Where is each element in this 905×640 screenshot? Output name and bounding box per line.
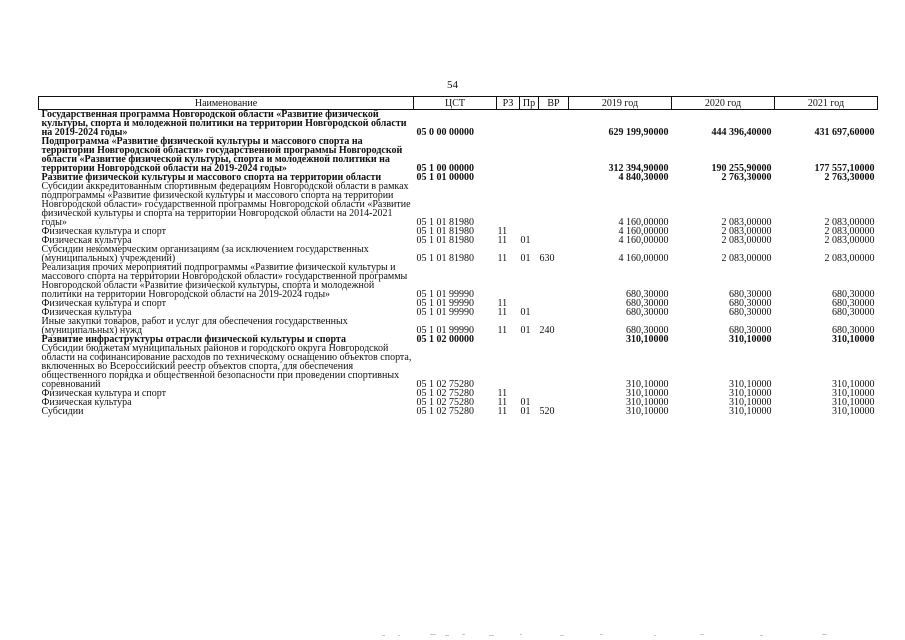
cell-rz xyxy=(497,335,520,344)
cell-cst: 05 1 02 75280 xyxy=(416,397,474,408)
cell-vr xyxy=(539,389,569,398)
cell-vr xyxy=(539,335,569,344)
cell-pr xyxy=(520,173,539,182)
cell-rz: 11 xyxy=(497,388,508,399)
cell-vr: 630 xyxy=(539,253,555,264)
cell-pr: 01 xyxy=(520,235,531,246)
cell-cst: 05 1 02 75280 xyxy=(416,379,474,390)
cell-cst: 05 1 01 99990 xyxy=(416,289,474,300)
table-row xyxy=(39,137,878,173)
cell-2021: 431 697,60000 xyxy=(814,127,875,138)
cell-2020: 2 083,00000 xyxy=(721,253,772,264)
cell-cst: 05 1 01 99990 xyxy=(416,298,474,309)
cell-rz: 11 xyxy=(497,406,508,417)
cell-rz xyxy=(497,182,520,227)
cell-vr xyxy=(539,236,569,245)
cell-rz: 11 xyxy=(497,298,508,309)
cell-2021: 2 083,00000 xyxy=(824,235,875,246)
cell-rz: 11 xyxy=(497,253,508,264)
table-row xyxy=(39,182,878,227)
cell-vr: 240 xyxy=(539,325,555,336)
cell-2019: 680,30000 xyxy=(626,298,669,309)
cell-cst: 05 1 02 00000 xyxy=(416,334,474,345)
cell-pr: 01 xyxy=(520,325,531,336)
cell-pr xyxy=(520,182,539,227)
budget-table xyxy=(38,96,878,416)
table-body xyxy=(39,110,878,417)
cell-vr xyxy=(539,182,569,227)
header-2020: 2020 год xyxy=(672,97,775,110)
cell-2020: 310,10000 xyxy=(729,397,772,408)
cell-vr xyxy=(539,263,569,299)
table-header-row xyxy=(39,97,878,110)
cell-rz: 11 xyxy=(497,235,508,246)
cell-name: Государственная программа Новгородской области «Развитие физической культуры, спорта и молодежной политики на территории Новгородской области на 2019-2024 годы» xyxy=(41,109,407,138)
cell-2020: 310,10000 xyxy=(729,379,772,390)
cell-2020: 680,30000 xyxy=(729,289,772,300)
cell-2019: 4 160,00000 xyxy=(618,235,669,246)
cell-rz xyxy=(497,344,520,389)
cell-2019: 312 394,90000 xyxy=(608,163,669,174)
cell-2021: 2 083,00000 xyxy=(824,253,875,264)
cell-rz xyxy=(497,173,520,182)
header-2021: 2021 год xyxy=(775,97,878,110)
cell-pr: 01 xyxy=(520,397,531,408)
cell-2020: 310,10000 xyxy=(729,388,772,399)
cell-2020: 190 255,90000 xyxy=(711,163,772,174)
header-rz: РЗ xyxy=(497,97,520,110)
header-pr: Пр xyxy=(520,97,539,110)
cell-name: Субсидии аккредитованным спортивным федерациям Новгородской области в рамках подпрограммы «Развитие физической культуры и массового спорта на территории Новгородской области» государственной программы Новгородской области «Развитие физической культуры и спорта на территории Новгородской области на 2014-2021 годы» xyxy=(41,181,411,228)
cell-pr xyxy=(520,344,539,389)
cell-cst: 05 1 01 00000 xyxy=(416,172,474,183)
cell-cst: 05 1 01 81980 xyxy=(416,253,474,264)
cell-2019: 310,10000 xyxy=(626,379,669,390)
header-2019: 2019 год xyxy=(569,97,672,110)
cell-2020: 2 763,30000 xyxy=(721,172,772,183)
cell-name: Развитие инфраструктуры отрасли физической культуры и спорта xyxy=(41,334,346,345)
cell-vr xyxy=(539,110,569,138)
table-row xyxy=(39,407,878,416)
cell-pr xyxy=(520,110,539,138)
cell-pr xyxy=(520,263,539,299)
cell-pr xyxy=(520,335,539,344)
cell-2019: 680,30000 xyxy=(626,307,669,318)
cell-2019: 4 840,30000 xyxy=(618,172,669,183)
cell-name: Физическая культура xyxy=(41,397,132,408)
cell-pr: 01 xyxy=(520,253,531,264)
cell-2021: 2 763,30000 xyxy=(824,172,875,183)
cell-2019: 310,10000 xyxy=(626,397,669,408)
cell-pr: 01 xyxy=(520,406,531,417)
page-number: 54 xyxy=(447,79,458,91)
table-row xyxy=(39,245,878,263)
cell-cst: 05 1 01 99990 xyxy=(416,307,474,318)
cell-vr xyxy=(539,137,569,173)
cell-rz xyxy=(497,263,520,299)
cell-name: Физическая культура и спорт xyxy=(41,226,166,237)
cell-2020: 680,30000 xyxy=(729,325,772,336)
cell-name: Физическая культура xyxy=(41,307,132,318)
cell-pr xyxy=(520,137,539,173)
cell-rz: 11 xyxy=(497,226,508,237)
cell-name: Субсидии некоммерческим организациям (за исключением государственных (муниципальных) учреждений) xyxy=(41,244,369,264)
cell-name: Субсидии бюджетам муниципальных районов и городского округа Новгородской области на софинансирование расходов по техническому оснащению объектов спорта, включенных во Всероссийский реестр объектов спорта, для обеспечения общественного порядка и общественной безопасности при проведении спортивных соревнований xyxy=(41,343,412,390)
cell-rz: 11 xyxy=(497,325,508,336)
table-row xyxy=(39,263,878,299)
header-cst: ЦСТ xyxy=(414,97,497,110)
cell-2020: 680,30000 xyxy=(729,307,772,318)
cell-2020: 310,10000 xyxy=(729,406,772,417)
cell-2021: 2 083,00000 xyxy=(824,226,875,237)
cell-2020: 444 396,40000 xyxy=(711,127,772,138)
cell-cst: 05 1 01 81980 xyxy=(416,217,474,228)
table-row xyxy=(39,344,878,389)
header-name: Наименование xyxy=(39,97,414,110)
cell-2021: 310,10000 xyxy=(832,397,875,408)
cell-2019: 680,30000 xyxy=(626,289,669,300)
cell-cst: 05 1 02 75280 xyxy=(416,406,474,417)
table-row xyxy=(39,317,878,335)
cell-2021: 680,30000 xyxy=(832,307,875,318)
cell-2021: 2 083,00000 xyxy=(824,217,875,228)
cell-rz: 11 xyxy=(497,307,508,318)
cell-vr: 520 xyxy=(539,406,555,417)
cell-2020: 2 083,00000 xyxy=(721,217,772,228)
scan-noise xyxy=(0,630,905,640)
cell-2021: 310,10000 xyxy=(832,334,875,345)
cell-2019: 4 160,00000 xyxy=(618,226,669,237)
cell-vr xyxy=(539,308,569,317)
table-row xyxy=(39,110,878,138)
cell-2020: 310,10000 xyxy=(729,334,772,345)
cell-rz: 11 xyxy=(497,397,508,408)
cell-rz xyxy=(497,110,520,138)
cell-2021: 680,30000 xyxy=(832,325,875,336)
cell-name: Субсидии xyxy=(41,406,84,417)
cell-name: Развитие физической культуры и массового спорта на территории области xyxy=(41,172,382,183)
cell-cst: 05 1 01 81980 xyxy=(416,235,474,246)
cell-cst: 05 0 00 00000 xyxy=(416,127,474,138)
cell-rz xyxy=(497,137,520,173)
cell-2021: 680,30000 xyxy=(832,298,875,309)
cell-name: Физическая культура и спорт xyxy=(41,298,166,309)
cell-2021: 310,10000 xyxy=(832,388,875,399)
cell-2020: 680,30000 xyxy=(729,298,772,309)
cell-cst: 05 1 02 75280 xyxy=(416,388,474,399)
cell-vr xyxy=(539,173,569,182)
cell-pr: 01 xyxy=(520,307,531,318)
cell-2021: 310,10000 xyxy=(832,406,875,417)
cell-2021: 680,30000 xyxy=(832,289,875,300)
cell-2020: 2 083,00000 xyxy=(721,226,772,237)
cell-vr xyxy=(539,299,569,308)
cell-2019: 4 160,00000 xyxy=(618,253,669,264)
cell-name: Подпрограмма «Развитие физической культуры и массового спорта на территории Новгородской области» государственной программы Новгородской области «Развитие физической культуры, спорта и молодежной политики на территории Новгородской области на 2019-2024 годы» xyxy=(41,136,403,174)
cell-cst: 05 1 01 81980 xyxy=(416,226,474,237)
cell-2021: 310,10000 xyxy=(832,379,875,390)
cell-2020: 2 083,00000 xyxy=(721,235,772,246)
cell-name: Реализация прочих мероприятий подпрограммы «Развитие физической культуры и массового спорта на территории Новгородской области» государственной программы Новгородской области «Развитие физической культуры, спорта и молодежной политики на территории Новгородской области на 2019-2024 годы» xyxy=(41,262,408,300)
cell-2019: 680,30000 xyxy=(626,325,669,336)
cell-cst: 05 1 01 99990 xyxy=(416,325,474,336)
cell-vr xyxy=(539,344,569,389)
cell-name: Физическая культура и спорт xyxy=(41,388,166,399)
cell-2021: 177 557,10000 xyxy=(814,163,875,174)
header-vr: ВР xyxy=(539,97,569,110)
cell-2019: 629 199,90000 xyxy=(608,127,669,138)
cell-2019: 310,10000 xyxy=(626,334,669,345)
cell-vr xyxy=(539,227,569,236)
cell-cst: 05 1 00 00000 xyxy=(416,163,474,174)
cell-2019: 4 160,00000 xyxy=(618,217,669,228)
cell-2019: 310,10000 xyxy=(626,388,669,399)
cell-2019: 310,10000 xyxy=(626,406,669,417)
cell-name: Физическая культура xyxy=(41,235,132,246)
cell-name: Иные закупки товаров, работ и услуг для обеспечения государственных (муниципальных) нужд xyxy=(41,316,348,336)
